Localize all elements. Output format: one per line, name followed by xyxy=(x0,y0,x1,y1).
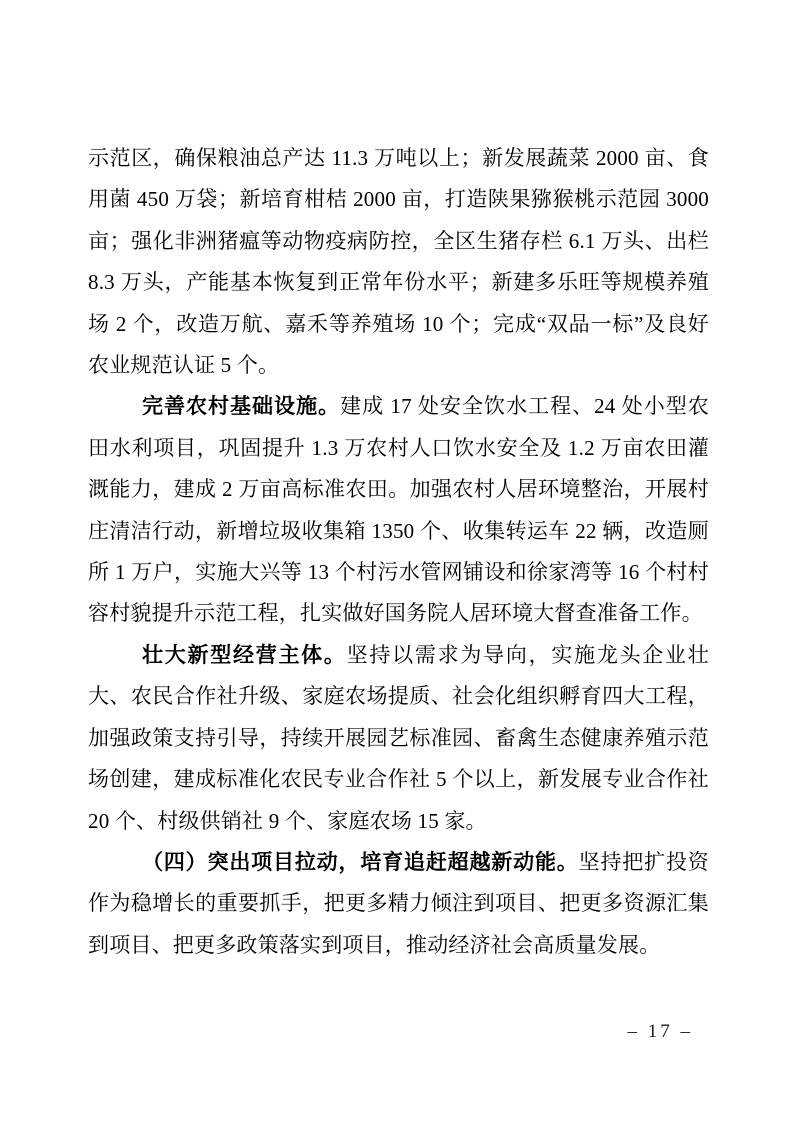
page-number: – 17 – xyxy=(627,1021,693,1042)
paragraph xyxy=(88,386,709,634)
paragraph-text: 示范区，确保粮油总产达 11.3 万吨以上；新发展蔬菜 2000 亩、食用菌 450 万袋；新培育柑桔 2000 亩，打造陕果猕猴桃示范园 3000 亩；强化非洲猪瘟等动物疫病防控，全区生猪存栏 6.1 万头、出栏 8.3 万头，产能基本恢复到正常年份水平；新建多乐旺等规模养殖场 2 个，改造万航、嘉禾等养殖场 10 个；完成“双品一标”及良好农业规范认证 5 个。 xyxy=(88,146,709,378)
paragraph-text: 坚持把扩投资作为稳增长的重要抓手，把更多精力倾注到项目、把更多资源汇集到项目、把更多政策落实到项目，推动经济社会高质量发展。 xyxy=(88,849,709,957)
paragraph-text: 建成 17 处安全饮水工程、24 处小型农田水利项目，巩固提升 1.3 万农村人口饮水安全及 1.2 万亩农田灌溉能力，建成 2 万亩高标准农田。加强农村人居环境整治，开展村庄清洁行动，新增垃圾收集箱 1350 个、收集转运车 22 辆，改造厕所 1 万户，实施大兴等 13 个村污水管网铺设和徐家湾等 16 个村村容村貌提升示范工程，扎实做好国务院人居环境大督查准备工作。 xyxy=(88,394,709,626)
paragraph-lead: 壮大新型经营主体。 xyxy=(142,642,347,667)
page-body-text xyxy=(88,138,709,966)
paragraph-lead: （四）突出项目拉动，培育追赶超越新动能。 xyxy=(142,849,579,874)
paragraph xyxy=(88,138,709,386)
paragraph xyxy=(88,842,709,966)
paragraph-lead: 完善农村基础设施。 xyxy=(142,394,341,419)
paragraph xyxy=(88,635,709,842)
paragraph-text: 坚持以需求为导向，实施龙头企业壮大、农民合作社升级、家庭农场提质、社会化组织孵育四大工程，加强政策支持引导，持续开展园艺标准园、畜禽生态健康养殖示范场创建，建成标准化农民专业合作社 5 个以上，新发展专业合作社 20 个、村级供销社 9 个、家庭农场 15 家。 xyxy=(88,642,709,833)
